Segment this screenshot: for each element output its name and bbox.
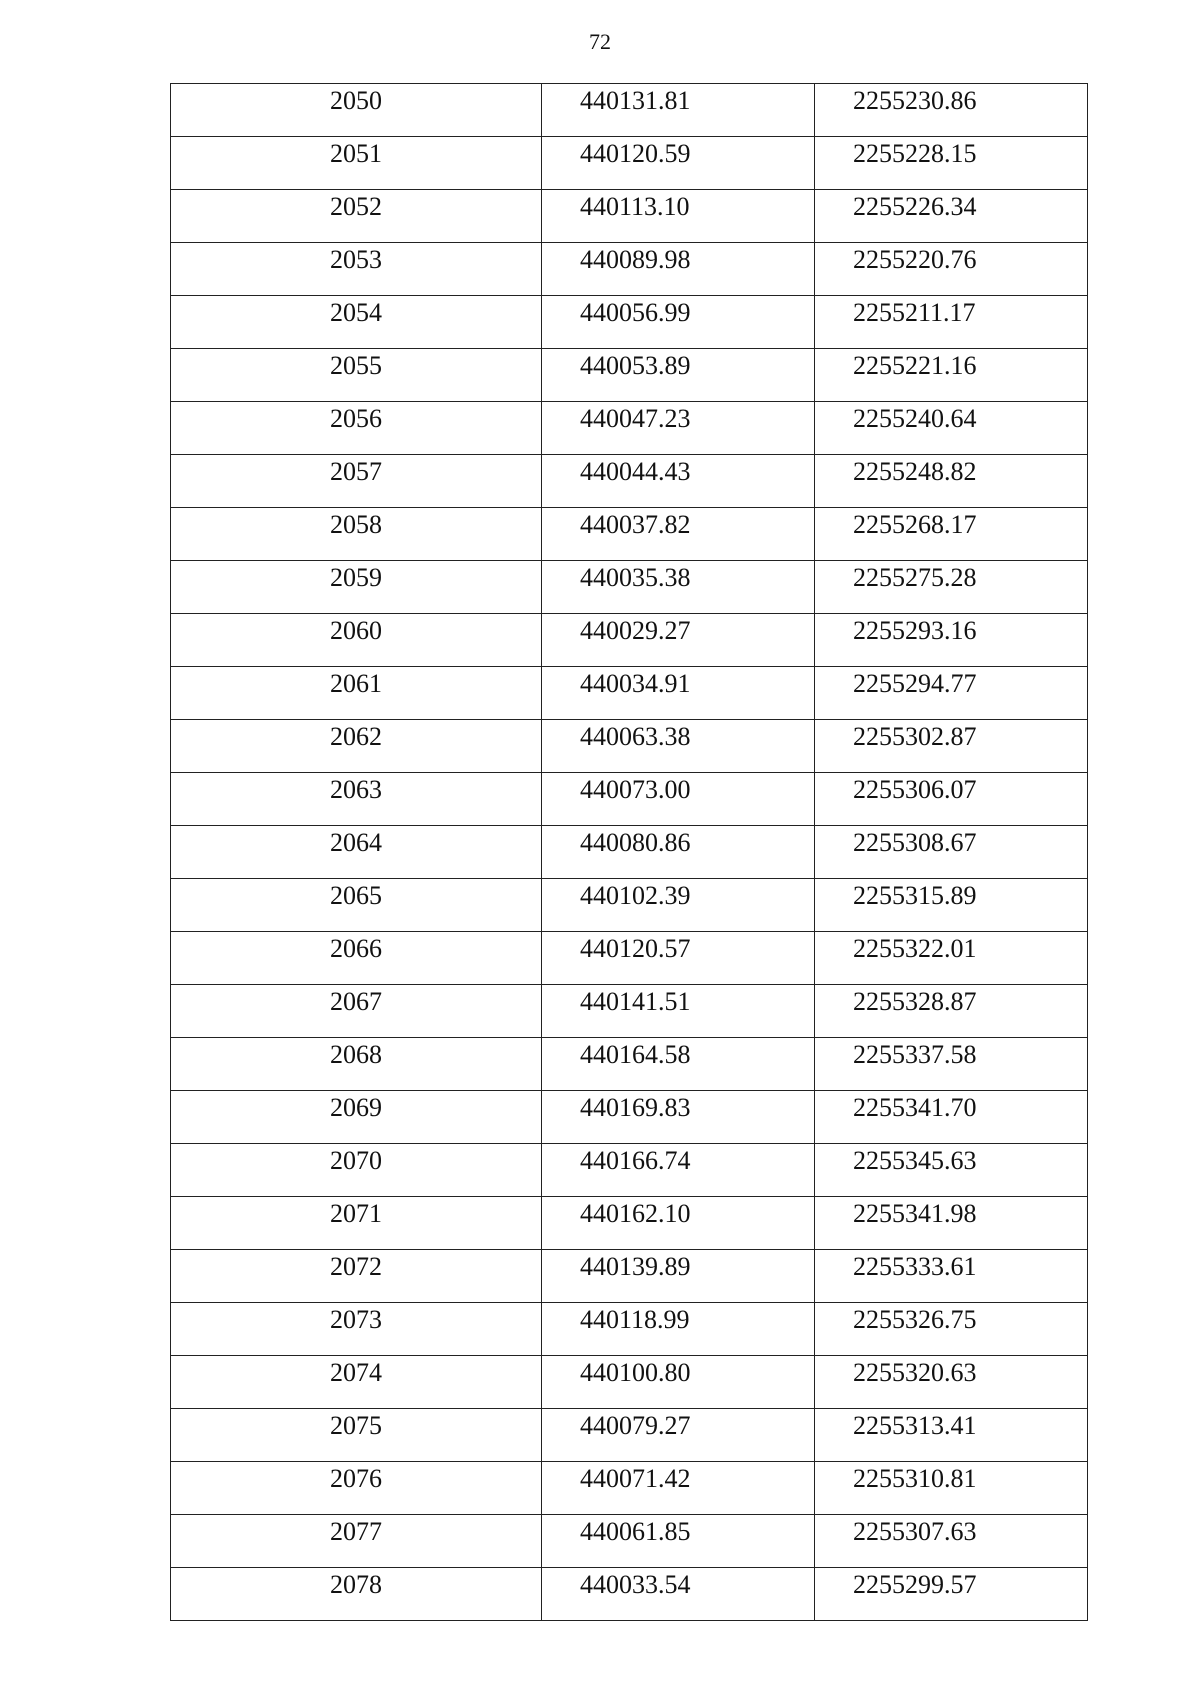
x-coordinate-cell: [542, 1144, 815, 1197]
cell-text: 440164.58: [580, 1040, 691, 1069]
point-id-cell: [171, 1303, 542, 1356]
y-coordinate-cell: [815, 508, 1088, 561]
point-id-cell: [171, 402, 542, 455]
cell-text: 2255328.87: [853, 987, 977, 1016]
point-id-cell: [171, 773, 542, 826]
x-coordinate-cell: [542, 932, 815, 985]
cell-text: 2074: [330, 1358, 382, 1387]
cell-text: 2255293.16: [853, 616, 977, 645]
table-row: [171, 1250, 1088, 1303]
cell-text: 2255268.17: [853, 510, 977, 539]
table-row: [171, 561, 1088, 614]
cell-text: 2060: [330, 616, 382, 645]
cell-text: 440056.99: [580, 298, 691, 327]
y-coordinate-cell: [815, 1197, 1088, 1250]
cell-text: 440079.27: [580, 1411, 691, 1440]
cell-text: 440035.38: [580, 563, 691, 592]
cell-text: 2066: [330, 934, 382, 963]
cell-text: 2255240.64: [853, 404, 977, 433]
table-row: [171, 1568, 1088, 1621]
cell-text: 2071: [330, 1199, 382, 1228]
cell-text: 440071.42: [580, 1464, 691, 1493]
cell-text: 440118.99: [580, 1305, 690, 1334]
x-coordinate-cell: [542, 137, 815, 190]
point-id-cell: [171, 296, 542, 349]
table-row: [171, 985, 1088, 1038]
cell-text: 440102.39: [580, 881, 691, 910]
table-row: [171, 243, 1088, 296]
point-id-cell: [171, 1356, 542, 1409]
y-coordinate-cell: [815, 667, 1088, 720]
point-id-cell: [171, 1515, 542, 1568]
table-row: [171, 349, 1088, 402]
point-id-cell: [171, 84, 542, 137]
cell-text: 440162.10: [580, 1199, 691, 1228]
x-coordinate-cell: [542, 190, 815, 243]
cell-text: 2255337.58: [853, 1040, 977, 1069]
cell-text: 2061: [330, 669, 382, 698]
point-id-cell: [171, 561, 542, 614]
cell-text: 2064: [330, 828, 382, 857]
x-coordinate-cell: [542, 667, 815, 720]
x-coordinate-cell: [542, 826, 815, 879]
point-id-cell: [171, 349, 542, 402]
table-row: [171, 1144, 1088, 1197]
cell-text: 2255226.34: [853, 192, 977, 221]
cell-text: 2059: [330, 563, 382, 592]
cell-text: 440047.23: [580, 404, 691, 433]
cell-text: 2255315.89: [853, 881, 977, 910]
cell-text: 440141.51: [580, 987, 691, 1016]
table-row: [171, 720, 1088, 773]
y-coordinate-cell: [815, 1303, 1088, 1356]
cell-text: 2055: [330, 351, 382, 380]
y-coordinate-cell: [815, 720, 1088, 773]
cell-text: 2255299.57: [853, 1570, 977, 1599]
table-row: [171, 1091, 1088, 1144]
y-coordinate-cell: [815, 561, 1088, 614]
point-id-cell: [171, 1250, 542, 1303]
x-coordinate-cell: [542, 1515, 815, 1568]
table-row: [171, 296, 1088, 349]
cell-text: 2072: [330, 1252, 382, 1281]
cell-text: 2053: [330, 245, 382, 274]
table-row: [171, 826, 1088, 879]
cell-text: 2255320.63: [853, 1358, 977, 1387]
y-coordinate-cell: [815, 932, 1088, 985]
cell-text: 2255211.17: [853, 298, 976, 327]
cell-text: 440029.27: [580, 616, 691, 645]
y-coordinate-cell: [815, 349, 1088, 402]
cell-text: 2054: [330, 298, 382, 327]
y-coordinate-cell: [815, 296, 1088, 349]
y-coordinate-cell: [815, 243, 1088, 296]
x-coordinate-cell: [542, 84, 815, 137]
y-coordinate-cell: [815, 402, 1088, 455]
cell-text: 2255220.76: [853, 245, 977, 274]
table-row: [171, 1356, 1088, 1409]
table-row: [171, 1462, 1088, 1515]
cell-text: 2255221.16: [853, 351, 977, 380]
point-id-cell: [171, 243, 542, 296]
table-row: [171, 773, 1088, 826]
table-row: [171, 879, 1088, 932]
cell-text: 440080.86: [580, 828, 691, 857]
x-coordinate-cell: [542, 1197, 815, 1250]
cell-text: 2068: [330, 1040, 382, 1069]
cell-text: 2255230.86: [853, 86, 977, 115]
cell-text: 2050: [330, 86, 382, 115]
point-id-cell: [171, 508, 542, 561]
cell-text: 440131.81: [580, 86, 691, 115]
y-coordinate-cell: [815, 1568, 1088, 1621]
cell-text: 2255333.61: [853, 1252, 977, 1281]
cell-text: 2075: [330, 1411, 382, 1440]
x-coordinate-cell: [542, 296, 815, 349]
cell-text: 2070: [330, 1146, 382, 1175]
cell-text: 440063.38: [580, 722, 691, 751]
cell-text: 2051: [330, 139, 382, 168]
x-coordinate-cell: [542, 455, 815, 508]
cell-text: 2255306.07: [853, 775, 977, 804]
x-coordinate-cell: [542, 1038, 815, 1091]
cell-text: 2057: [330, 457, 382, 486]
cell-text: 2255341.98: [853, 1199, 977, 1228]
point-id-cell: [171, 1568, 542, 1621]
x-coordinate-cell: [542, 1250, 815, 1303]
y-coordinate-cell: [815, 1356, 1088, 1409]
cell-text: 440120.59: [580, 139, 691, 168]
table-row: [171, 84, 1088, 137]
cell-text: 2063: [330, 775, 382, 804]
y-coordinate-cell: [815, 84, 1088, 137]
cell-text: 2255341.70: [853, 1093, 977, 1122]
y-coordinate-cell: [815, 1038, 1088, 1091]
point-id-cell: [171, 1091, 542, 1144]
cell-text: 440073.00: [580, 775, 691, 804]
x-coordinate-cell: [542, 614, 815, 667]
x-coordinate-cell: [542, 561, 815, 614]
y-coordinate-cell: [815, 1091, 1088, 1144]
cell-text: 440044.43: [580, 457, 691, 486]
table-row: [171, 614, 1088, 667]
y-coordinate-cell: [815, 190, 1088, 243]
point-id-cell: [171, 455, 542, 508]
cell-text: 2067: [330, 987, 382, 1016]
y-coordinate-cell: [815, 826, 1088, 879]
point-id-cell: [171, 720, 542, 773]
y-coordinate-cell: [815, 985, 1088, 1038]
x-coordinate-cell: [542, 508, 815, 561]
x-coordinate-cell: [542, 1409, 815, 1462]
x-coordinate-cell: [542, 402, 815, 455]
x-coordinate-cell: [542, 879, 815, 932]
cell-text: 440169.83: [580, 1093, 691, 1122]
table-row: [171, 1197, 1088, 1250]
cell-text: 2255345.63: [853, 1146, 977, 1175]
page-number: 72: [589, 29, 611, 54]
cell-text: 2078: [330, 1570, 382, 1599]
cell-text: 2255313.41: [853, 1411, 977, 1440]
table-row: [171, 1515, 1088, 1568]
cell-text: 2076: [330, 1464, 382, 1493]
y-coordinate-cell: [815, 1409, 1088, 1462]
y-coordinate-cell: [815, 1250, 1088, 1303]
y-coordinate-cell: [815, 137, 1088, 190]
y-coordinate-cell: [815, 1144, 1088, 1197]
table-row: [171, 1303, 1088, 1356]
point-id-cell: [171, 985, 542, 1038]
cell-text: 440061.85: [580, 1517, 691, 1546]
cell-text: 440033.54: [580, 1570, 691, 1599]
y-coordinate-cell: [815, 614, 1088, 667]
cell-text: 440166.74: [580, 1146, 691, 1175]
y-coordinate-cell: [815, 879, 1088, 932]
cell-text: 2058: [330, 510, 382, 539]
cell-text: 2073: [330, 1305, 382, 1334]
cell-text: 440139.89: [580, 1252, 691, 1281]
x-coordinate-cell: [542, 1568, 815, 1621]
point-id-cell: [171, 1038, 542, 1091]
cell-text: 2255248.82: [853, 457, 977, 486]
point-id-cell: [171, 879, 542, 932]
cell-text: 2077: [330, 1517, 382, 1546]
cell-text: 2255308.67: [853, 828, 977, 857]
table-row: [171, 667, 1088, 720]
point-id-cell: [171, 1462, 542, 1515]
cell-text: 440113.10: [580, 192, 690, 221]
table-row: [171, 1038, 1088, 1091]
cell-text: 2255307.63: [853, 1517, 977, 1546]
table-row: [171, 508, 1088, 561]
cell-text: 440034.91: [580, 669, 691, 698]
table-row: [171, 932, 1088, 985]
x-coordinate-cell: [542, 720, 815, 773]
cell-text: 2255275.28: [853, 563, 977, 592]
cell-text: 440037.82: [580, 510, 691, 539]
cell-text: 440100.80: [580, 1358, 691, 1387]
point-id-cell: [171, 137, 542, 190]
table-row: [171, 402, 1088, 455]
cell-text: 2255294.77: [853, 669, 977, 698]
x-coordinate-cell: [542, 773, 815, 826]
cell-text: 2255322.01: [853, 934, 977, 963]
point-id-cell: [171, 1197, 542, 1250]
x-coordinate-cell: [542, 1356, 815, 1409]
cell-text: 440120.57: [580, 934, 691, 963]
coordinates-table-body: [171, 84, 1088, 1621]
y-coordinate-cell: [815, 455, 1088, 508]
point-id-cell: [171, 826, 542, 879]
cell-text: 2255228.15: [853, 139, 977, 168]
x-coordinate-cell: [542, 243, 815, 296]
cell-text: 2062: [330, 722, 382, 751]
y-coordinate-cell: [815, 1515, 1088, 1568]
cell-text: 440053.89: [580, 351, 691, 380]
cell-text: 2065: [330, 881, 382, 910]
table-row: [171, 1409, 1088, 1462]
table-row: [171, 190, 1088, 243]
point-id-cell: [171, 667, 542, 720]
point-id-cell: [171, 614, 542, 667]
point-id-cell: [171, 190, 542, 243]
cell-text: 2056: [330, 404, 382, 433]
cell-text: 2255302.87: [853, 722, 977, 751]
point-id-cell: [171, 932, 542, 985]
cell-text: 2255310.81: [853, 1464, 977, 1493]
x-coordinate-cell: [542, 1091, 815, 1144]
point-id-cell: [171, 1144, 542, 1197]
y-coordinate-cell: [815, 1462, 1088, 1515]
cell-text: 2069: [330, 1093, 382, 1122]
cell-text: 2052: [330, 192, 382, 221]
point-id-cell: [171, 1409, 542, 1462]
x-coordinate-cell: [542, 985, 815, 1038]
coordinates-table: [170, 83, 1088, 1621]
table-row: [171, 455, 1088, 508]
x-coordinate-cell: [542, 1462, 815, 1515]
cell-text: 440089.98: [580, 245, 691, 274]
x-coordinate-cell: [542, 349, 815, 402]
cell-text: 2255326.75: [853, 1305, 977, 1334]
x-coordinate-cell: [542, 1303, 815, 1356]
y-coordinate-cell: [815, 773, 1088, 826]
table-row: [171, 137, 1088, 190]
